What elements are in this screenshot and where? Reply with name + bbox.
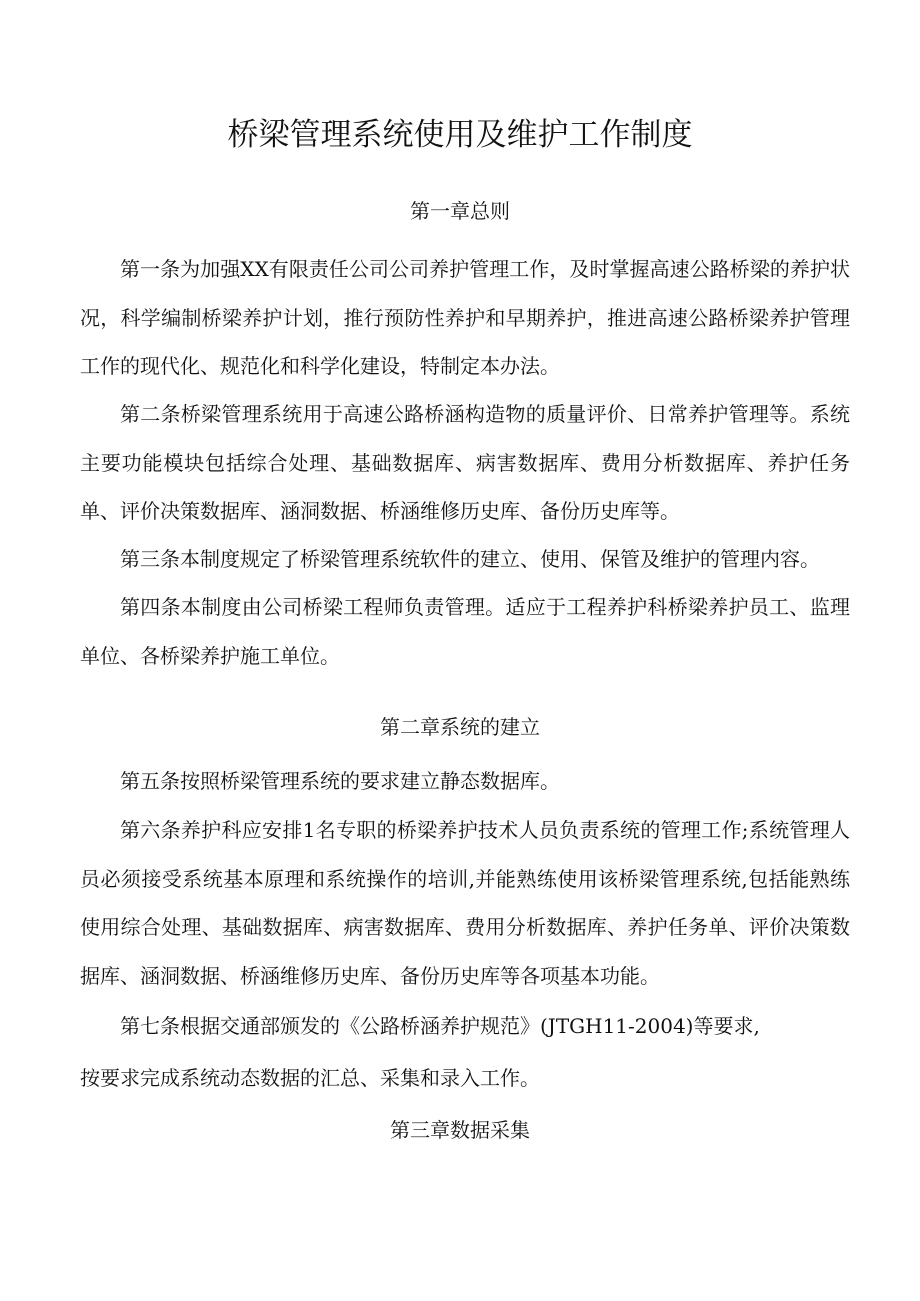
chapter-2-heading: 第二章系统的建立 (380, 715, 540, 739)
article-4: 第四条本制度由公司桥梁工程师负责管理。适应于工程养护科桥梁养护员工、监理单位、各桥梁养护施工单位。 (80, 595, 850, 668)
article-1: 第一条为加强XX有限责任公司公司养护管理工作，及时掌握高速公路桥梁的养护状况，科学编制桥梁养护计划，推行预防性养护和早期养护，推进高速公路桥梁养护管理工作的现代化、规范化和科学化建设，特制定本办法。 (80, 257, 850, 378)
article-2: 第二条桥梁管理系统用于高速公路桥涵构造物的质量评价、日常养护管理等。系统主要功能模块包括综合处理、基础数据库、病害数据库、费用分析数据库、养护任务单、评价决策数据库、涵洞数据、桥涵维修历史库、备份历史库等。 (80, 402, 850, 523)
document-title: 桥梁管理系统使用及维护工作制度 (227, 117, 693, 153)
article-7-line-2: 按要求完成系统动态数据的汇总、采集和录入工作。 (80, 1066, 540, 1090)
article-6: 第六条养护科应安排1名专职的桥梁养护技术人员负责系统的管理工作;系统管理人员必须接受系统基本原理和系统操作的培训,并能熟练使用该桥梁管理系统,包括能熟练使用综合处理、基础数据库、病害数据库、费用分析数据库、养护任务单、评价决策数据库、涵洞数据、桥涵维修历史库、备份历史库等各项基本功能。 (80, 818, 850, 988)
chapter-1-heading: 第一章总则 (410, 199, 510, 223)
chapter-3-heading: 第三章数据采集 (390, 1118, 530, 1142)
article-3: 第三条本制度规定了桥梁管理系统软件的建立、使用、保管及维护的管理内容。 (120, 547, 820, 571)
article-7-line-1: 第七条根据交通部颁发的《公路桥涵养护规范》(JTGH11-2004)等要求, (120, 1014, 760, 1038)
article-5: 第五条按照桥梁管理系统的要求建立静态数据库。 (120, 769, 560, 793)
